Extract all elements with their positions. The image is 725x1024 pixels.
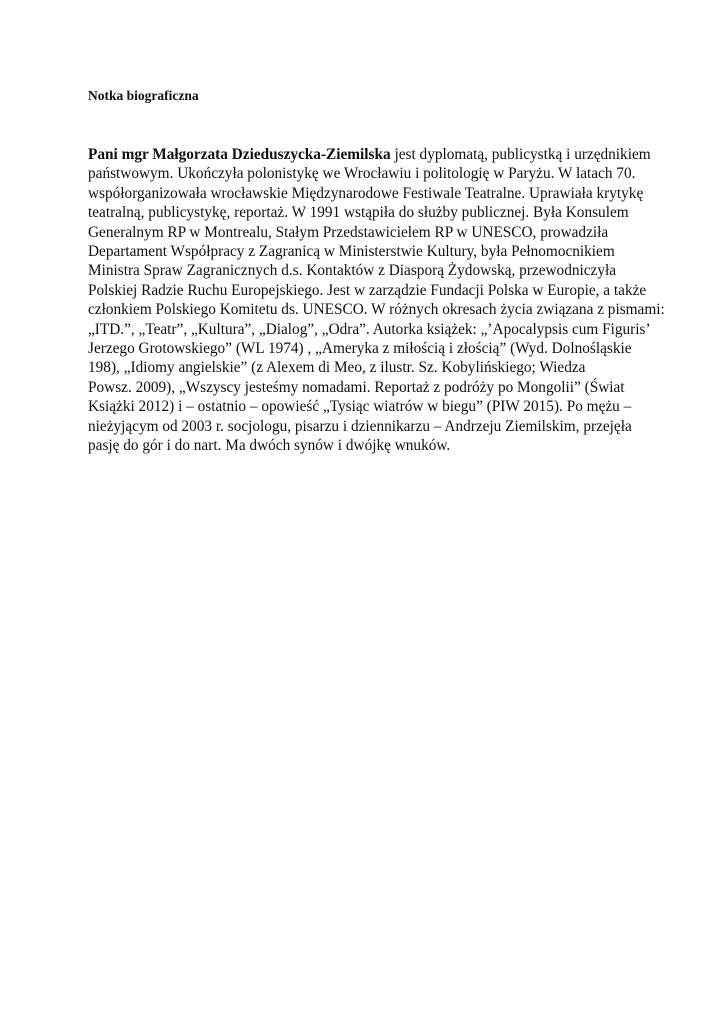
bio-line: Jerzego Grotowskiego” (WL 1974) , „Ameryka z miłością i złością” (Wyd. Dolnośląskie [88,340,632,358]
bio-line: Ministra Spraw Zagranicznych d.s. Kontaktów z Diasporą Żydowską, przewodniczyła [88,262,617,280]
document-heading: Notka biograficzna [88,88,199,103]
bio-line: Książki 2012) i – ostatnio – opowieść „Tysiąc wiatrów w biegu” (PIW 2015). Po mężu – [88,398,632,416]
bio-line: Generalnym RP w Montrealu, Stałym Przedstawicielem RP w UNESCO, prowadziła [88,223,609,241]
bio-line: państwowym. Ukończyła polonistykę we Wrocławiu i politologię w Paryżu. W latach 70. [88,165,636,183]
biography-paragraph [88,145,665,456]
bio-line: „ITD.”, „Teatr”, „Kultura”, „Dialog”, „Odra”. Autorka książek: „’Apocalypsis cum Figuris’ [88,320,651,338]
bio-line: 198), „Idiomy angielskie” (z Alexem di Meo, z ilustr. Sz. Kobylińskiego; Wiedza [88,359,586,377]
bio-line-text: jest dyplomatą, publicystką i urzędnikiem [390,146,651,163]
bio-line: nieżyjącym od 2003 r. socjologu, pisarzu i dziennikarzu – Andrzeju Ziemilskim, przejęła [88,417,632,435]
bio-line: Powsz. 2009), „Wszyscy jesteśmy nomadami. Reportaż z podróży po Mongolii” (Świat [88,378,625,396]
bio-line: Departament Współpracy z Zagranicą w Ministerstwie Kultury, była Pełnomocnikiem [88,243,615,261]
bio-line: pasję do gór i do nart. Ma dwóch synów i dwójkę wnuków. [88,437,451,455]
bio-line: współorganizowała wrocławskie Międzynarodowe Festiwale Teatralne. Uprawiała krytykę [88,184,644,202]
bio-name: Pani mgr Małgorzata Dzieduszycka-Ziemilska [88,146,391,163]
bio-line [88,145,658,164]
bio-line: Polskiej Radzie Ruchu Europejskiego. Jest w zarządzie Fundacji Polska w Europie, a także [88,281,647,299]
bio-line: członkiem Polskiego Komitetu ds. UNESCO. W różnych okresach życia związana z pismami: [88,301,665,319]
bio-line: teatralną, publicystykę, reportaż. W 1991 wstąpiła do służby publicznej. Była Konsulem [88,204,629,222]
